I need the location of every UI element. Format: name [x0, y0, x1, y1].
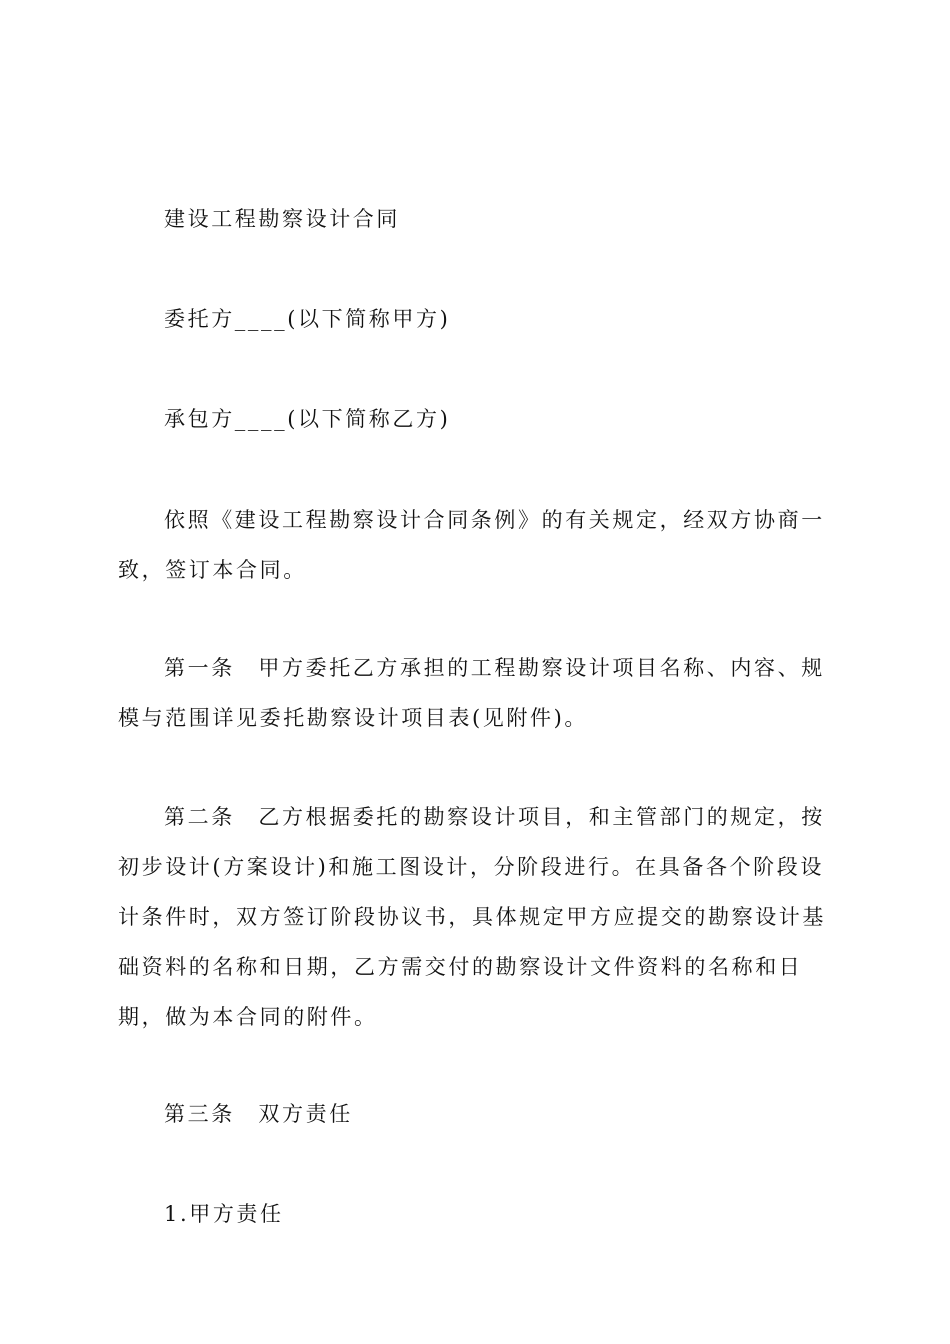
- article-2-paragraph: 第二条 乙方根据委托的勘察设计项目，和主管部门的规定，按初步设计(方案设计)和施工图设计，分阶段进行。在具备各个阶段设计条件时，双方签订阶段协议书，具体规定甲方应提交的勘察设计基础资料的名称和日期，乙方需交付的勘察设计文件资料的名称和日期，做为本合同的附件。: [118, 805, 826, 1029]
- section-1-heading: 1.甲方责任: [164, 1202, 284, 1226]
- contractor-line: 承包方____(以下简称乙方): [164, 407, 451, 431]
- article-1-paragraph: 第一条 甲方委托乙方承担的工程勘察设计项目名称、内容、规模与范围详见委托勘察设计项目表(见附件)。: [118, 656, 825, 730]
- preamble-paragraph: 依照《建设工程勘察设计合同条例》的有关规定，经双方协商一致，签订本合同。: [118, 508, 825, 582]
- article-3-heading: 第三条 双方责任: [164, 1102, 353, 1126]
- document-title: 建设工程勘察设计合同: [164, 207, 400, 231]
- client-line: 委托方____(以下简称甲方): [164, 307, 451, 331]
